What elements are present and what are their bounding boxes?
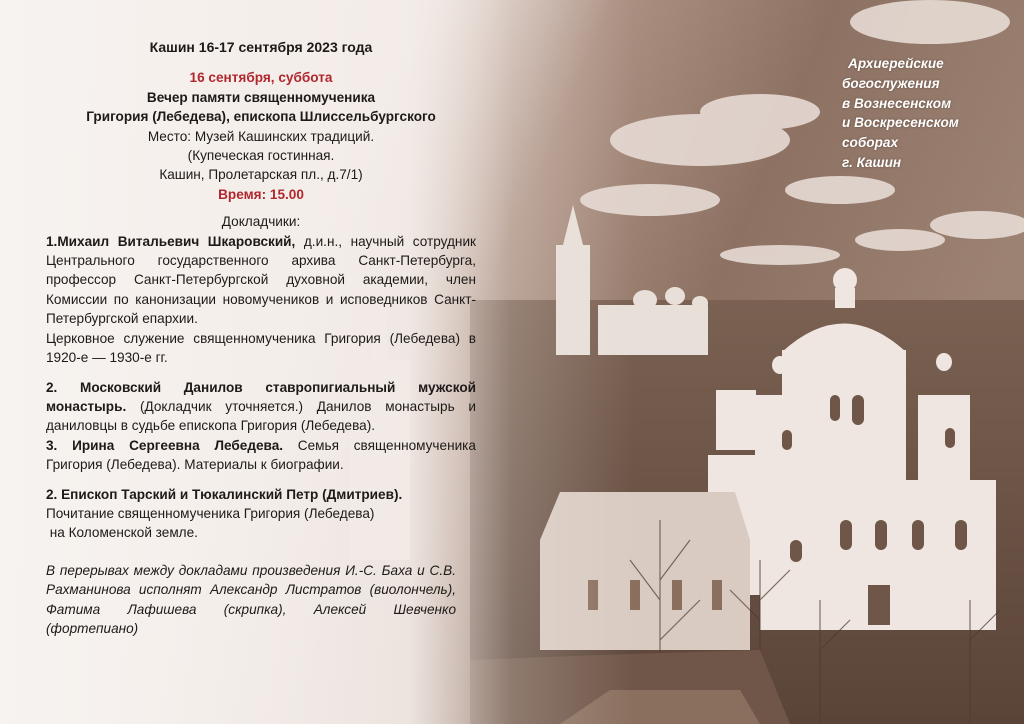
speaker-4-name: 2. Епископ Тарский и Тюкалинский Петр (Дмитриев). [46, 486, 403, 502]
event-day: 16 сентября, суббота [189, 70, 333, 86]
speaker-2-name: 2. Московский Данилов ставропигиальный мужской монастырь. [46, 379, 476, 414]
speaker-1-text: д.и.н., научный сотрудник Центрального государственного архива Санкт-Петербурга, профессор Санкт-Петербургской духовной академии, член Комиссии по канонизации новомучеников и исповедников Санкт-Петербургской епархии. [46, 233, 476, 327]
speaker-2-text: (Докладчик уточняется.) Данилов монастырь и даниловцы в судьбе епископа Григория (Лебедева). [46, 398, 476, 434]
speaker-3-name: 3. Ирина Сергеевна Лебедева. [46, 437, 284, 453]
speaker-4 [46, 485, 476, 543]
speaker-3-text: Семья священномученика Григория (Лебедева). Материалы к биографии. [46, 437, 476, 473]
speakers-heading: Докладчики: [221, 214, 301, 230]
speaker-1-topic: Церковное служение священномученика Григория (Лебедева) в 1920-е — 1930-е гг. [46, 330, 476, 366]
side-caption-line6: г. Кашин [842, 154, 902, 170]
speaker-2 [46, 378, 476, 436]
speaker-1 [46, 232, 476, 329]
place-line1: Место: Музей Кашинских традиций. [147, 128, 375, 144]
side-caption-line4: и Воскресенском [842, 115, 959, 131]
side-caption-line3: в Вознесенском [842, 95, 952, 111]
event-dates: Кашин 16-17 сентября 2023 года [149, 39, 373, 55]
event-title-line1: Вечер памяти священномученика [146, 89, 376, 105]
speaker-4-topic1: Почитание священномученика Григория (Лебедева) [46, 505, 375, 521]
side-caption-line2: богослужения [842, 75, 940, 91]
intermission-note: В перерывах между докладами произведения И.-С. Баха и С.В. Рахманинова исполнят Александр Листратов (виолончель), Фатима Лафишева (скрипка), Алексей Шевченко (фортепиано) [46, 562, 456, 636]
place-line2: (Купеческая гостинная. [187, 148, 335, 164]
place-line3: Кашин, Пролетарская пл., д.7/1) [159, 167, 363, 183]
side-caption-line5: соборах [842, 135, 899, 151]
speaker-3 [46, 436, 476, 475]
side-caption-line1: Архиерейские [848, 56, 944, 71]
event-title-line2: Григория (Лебедева), епископа Шлиссельбургского [86, 109, 436, 125]
speaker-1-name: 1.Михаил Витальевич Шкаровский, [46, 233, 296, 249]
speaker-4-topic2: на Коломенской земле. [46, 525, 198, 541]
program-text [46, 38, 476, 638]
event-time: Время: 15.00 [218, 186, 304, 202]
side-caption [842, 54, 1002, 173]
